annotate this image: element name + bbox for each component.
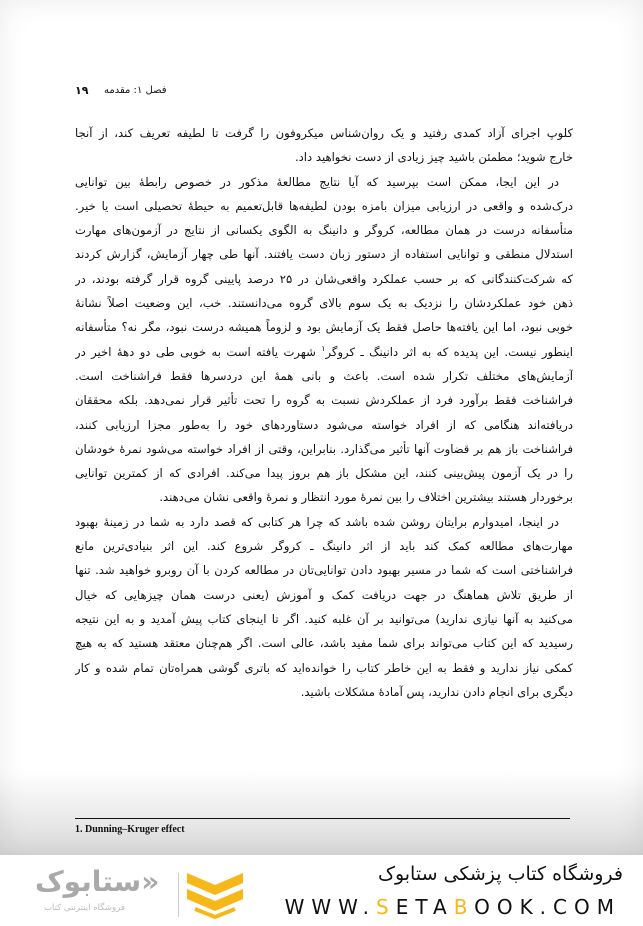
text-line: آزمایش‌های مختلف تکرار شده است. باعث و بانی همهٔ این دردسرها فقط فراشناخت است. (75, 368, 573, 383)
text-line: که شرکت‌کنندگانی که بر حسب عملکرد واقعی‌شان در ۲۵ درصد پایینی گروه قرار گرفته بودند، در (75, 271, 573, 286)
store-name: فروشگاه کتاب پزشکی ستابوک (377, 863, 623, 885)
text-line: درک‌شده و واقعی در ارزیابی میزان بامزه بودن لطیفه‌ها قابل‌تعمیم به حیطهٔ تحصیلی است یا خیر. (75, 198, 573, 213)
text-line: خارج شوید؛ مطمئن باشید چیز زیادی از دست نخواهید داد. (294, 150, 573, 165)
page-number: ۱۹ (75, 84, 89, 97)
text-line: متأسفانه درست در همان مطالعه، کروگر و دانینگ به الگوی یکسانی از نتایج در آزمون‌های مهارت (75, 223, 573, 238)
text-line: را در یک آزمون پیش‌بینی کنند، این مشکل باز هم بروز پیدا می‌کند. افرادی که از کمترین توانایی (75, 466, 573, 481)
text-line: می‌کنید به آنها نیازی ندارید) می‌توانید بر آن غلبه کنید. اگر تا اینجای کتاب پیش آمدید و به این نتیجه (75, 611, 573, 626)
publisher-banner (0, 855, 643, 926)
text-line: خوبی نبود، اما این یافته‌ها حاصل فقط یک آزمایش بود و لزوماً همیشه درست نبود، مگر نه؟ متأسفانه (75, 320, 573, 335)
footnote-divider (75, 818, 570, 819)
logo-divider (178, 873, 179, 917)
text-line: فراشناختی است که شما در مسیر بهبود دادن توانایی‌تان در مطالعه کردن با آن روبرو خواهید شد. تنها (75, 563, 573, 578)
text-line: استدلال منطقی و توانایی استفاده از دستور زبان دست یافتند. آنها طی چهار آزمایش، گزارش کردند (75, 247, 573, 262)
text-line: فراشناخت فقط برآورد فرد از عملکردش نسبت به گروه را تحت تأثیر قرار نمی‌دهد. بلکه محققان (75, 393, 573, 408)
chevron-logo-icon (185, 869, 245, 919)
footnote: 1. Dunning–Kruger effect (75, 824, 185, 835)
text-segment: شهرت یافته است به خوبی طی دو دههٔ اخیر در (75, 344, 322, 359)
text-line: فراشناخت باز هم بر قضاوت آنها تأثیر می‌گذارد. بنابراین، وقتی از افراد خواسته می‌شود نمرهٔ خودشان (75, 441, 573, 456)
text-line: ذهن خود عملکردشان را نزدیک به یک سوم بالای گروه می‌دانستند. خب، این وضعیت اصلاً نشانهٔ (75, 296, 573, 311)
url-part: ETA (395, 895, 454, 919)
chapter-title: فصل ۱: مقدمه (104, 85, 167, 96)
text-line: مهارت‌های مطالعه کمک کند باید از اثر دانینگ ـ کروگر شروع کند. این اثر بنیادی‌ترین مانع (75, 539, 573, 554)
setabook-logo (30, 865, 250, 919)
url-part: WWW. (284, 895, 377, 919)
logo-wordmark: «ستابوک (35, 865, 160, 898)
text-segment: اینطور نیست. این پدیده که به اثر دانینگ ـ کروگر (325, 344, 573, 359)
text-line: کمکی نیاز ندارید و فقط به این خاطر کتاب را خوانده‌اید که باتری گوشی همراه‌تان تمام شده و کار (75, 660, 573, 675)
text-line: در این ایجا، ممکن است بپرسید که آیا نتایج مطالعهٔ مذکور در خصوص رابطهٔ بین توانایی (75, 174, 559, 189)
text-line: از طریق تلاش هماهنگ در جهت دریافت کمک و آموزش (یعنی درست همان چیزهایی که خیال (75, 587, 573, 602)
text-line (75, 340, 573, 364)
text-line: رسیدید که این کتاب می‌تواند برای شما مفید باشد، عالی است. اگر هم‌چنان معتقد هستید که به هیچ (75, 636, 573, 651)
text-line: دریافته‌اند هنگامی که از افراد خواسته می‌شود دستاوردهای خود را به‌طور مجزا ارزیابی کنند، (75, 417, 573, 432)
text-line: کلوپ اجرای آزاد کمدی رفتید و یک روان‌شناس میکروفون را گرفت تا لطیفه تعریف کند، از آنجا (75, 126, 573, 140)
url-part-accent: B (453, 895, 475, 919)
store-url[interactable] (285, 895, 621, 919)
body-text (75, 121, 573, 704)
text-line: در اینجا، امیدوارم برایتان روشن شده باشد که چرا هر کتابی که قصد دارد به شما در زمینهٔ بهبود (75, 514, 559, 529)
footnote-ref[interactable]: ۱ (321, 343, 326, 353)
url-part: OOK.COM (474, 895, 621, 919)
logo-subtitle: فروشگاه اینترنتی کتاب (44, 903, 125, 913)
text-line: دیگری برای انجام دادن ندارید، پس آمادهٔ مشکلات باشید. (300, 684, 573, 699)
url-part-accent: S (376, 895, 396, 919)
text-line: برخوردار هستند بیشترین اختلاف را بین نمرهٔ مورد انتظار و نمرهٔ واقعی نشان می‌دهند. (159, 490, 573, 505)
